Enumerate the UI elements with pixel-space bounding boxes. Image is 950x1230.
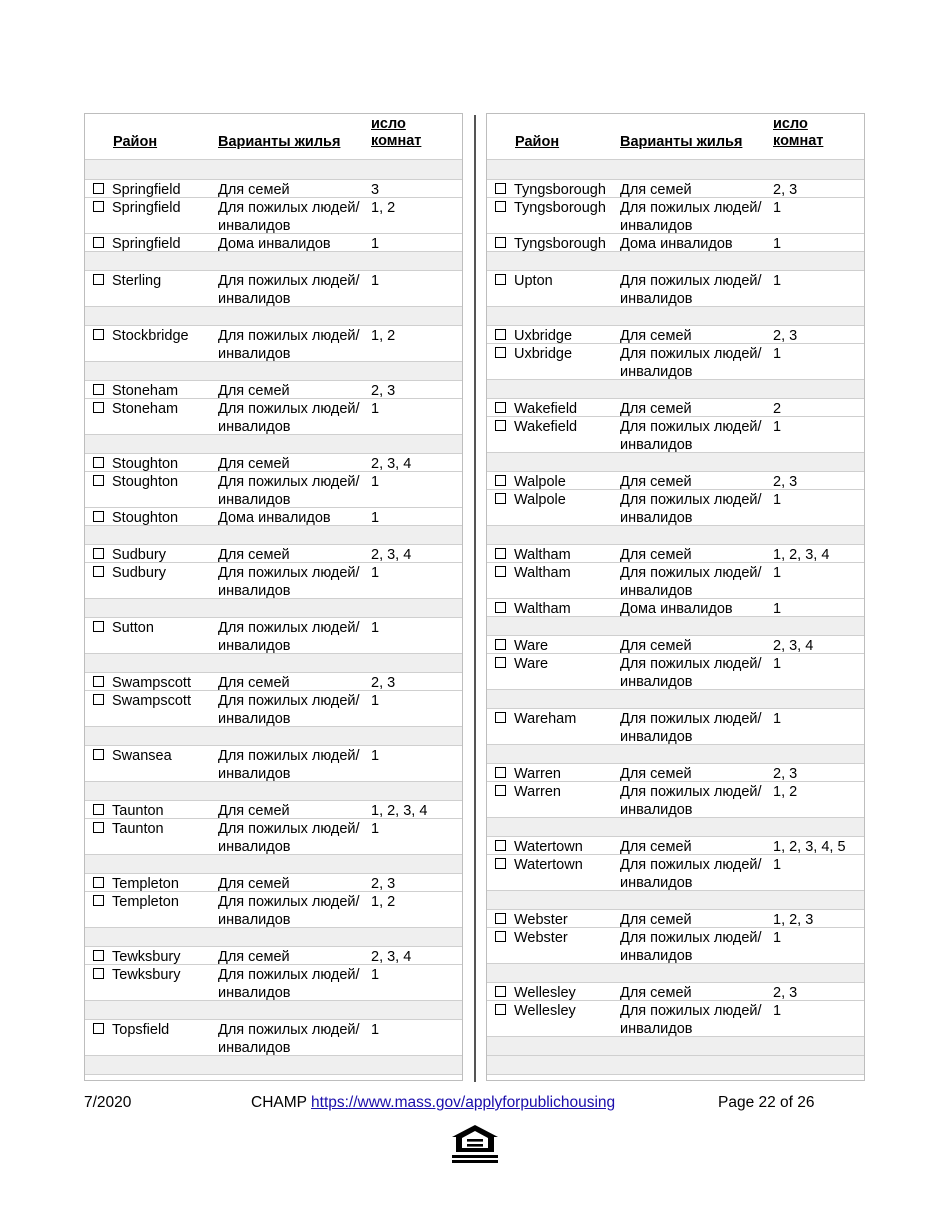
header-separator bbox=[85, 160, 462, 180]
table-row bbox=[487, 399, 864, 417]
checkbox-icon[interactable] bbox=[495, 785, 506, 796]
housing-type-cell: Для пожилых людей/инвалидов bbox=[218, 1022, 360, 1056]
table-body bbox=[487, 180, 864, 1075]
checkbox-icon[interactable] bbox=[93, 511, 104, 522]
table-row bbox=[85, 271, 462, 307]
checkbox-icon[interactable] bbox=[93, 895, 104, 906]
district-cell: Stoughton bbox=[112, 510, 179, 526]
rooms-cell: 1 bbox=[371, 1022, 380, 1038]
footer-page-number: Page 22 of 26 bbox=[718, 1094, 815, 1111]
housing-type-cell: Для семей bbox=[218, 876, 290, 892]
table-row bbox=[85, 691, 462, 727]
district-cell: Watertown bbox=[514, 839, 583, 855]
housing-type-cell: Для пожилых людей/инвалидов bbox=[620, 857, 762, 891]
group-separator bbox=[85, 855, 462, 874]
rooms-cell: 2, 3 bbox=[773, 474, 798, 490]
checkbox-icon[interactable] bbox=[93, 621, 104, 632]
housing-type-cell: Для пожилых людей/инвалидов bbox=[218, 894, 360, 928]
housing-type-cell: Для пожилых людей/инвалидов bbox=[218, 200, 360, 234]
district-cell: Swampscott bbox=[112, 675, 191, 691]
district-cell: Upton bbox=[514, 273, 553, 289]
group-separator bbox=[487, 818, 864, 837]
table-row bbox=[85, 801, 462, 819]
footer-link[interactable]: https://www.mass.gov/applyforpublichousing bbox=[311, 1094, 616, 1111]
district-cell: Waltham bbox=[514, 547, 571, 563]
group-separator bbox=[85, 782, 462, 801]
district-cell: Topsfield bbox=[112, 1022, 170, 1038]
district-cell: Warren bbox=[514, 784, 561, 800]
rooms-cell: 1, 2, 3 bbox=[773, 912, 814, 928]
housing-type-cell: Для пожилых людей/инвалидов bbox=[218, 328, 360, 362]
footer-center bbox=[251, 1094, 615, 1112]
table-row bbox=[85, 326, 462, 362]
checkbox-icon[interactable] bbox=[495, 602, 506, 613]
housing-type-cell: Дома инвалидов bbox=[620, 236, 733, 252]
table-row bbox=[487, 490, 864, 526]
group-separator bbox=[85, 599, 462, 618]
rooms-cell: 1 bbox=[773, 930, 782, 946]
rooms-cell: 1 bbox=[773, 200, 782, 216]
checkbox-icon[interactable] bbox=[93, 457, 104, 468]
district-cell: Stoughton bbox=[112, 456, 179, 472]
housing-type-cell: Для пожилых людей/инвалидов bbox=[620, 565, 762, 599]
checkbox-icon[interactable] bbox=[93, 548, 104, 559]
rooms-cell: 1 bbox=[371, 273, 380, 289]
checkbox-icon[interactable] bbox=[93, 804, 104, 815]
table-body bbox=[85, 180, 462, 1075]
table-row bbox=[85, 508, 462, 526]
rooms-cell: 1, 2 bbox=[371, 328, 396, 344]
housing-type-cell: Для пожилых людей/инвалидов bbox=[218, 273, 360, 307]
table-row bbox=[487, 234, 864, 252]
rooms-cell: 2, 3, 4 bbox=[371, 547, 412, 563]
rooms-cell: 1 bbox=[371, 693, 380, 709]
district-cell: Stoughton bbox=[112, 474, 179, 490]
housing-type-cell: Для семей bbox=[620, 638, 692, 654]
table-row bbox=[85, 618, 462, 654]
group-separator bbox=[487, 745, 864, 764]
checkbox-icon[interactable] bbox=[93, 968, 104, 979]
rooms-cell: 1, 2 bbox=[371, 894, 396, 910]
checkbox-icon[interactable] bbox=[495, 1004, 506, 1015]
checkbox-icon[interactable] bbox=[93, 694, 104, 705]
rooms-cell: 2, 3 bbox=[773, 985, 798, 1001]
group-separator bbox=[487, 526, 864, 545]
checkbox-icon[interactable] bbox=[495, 475, 506, 486]
group-separator bbox=[487, 453, 864, 472]
group-separator bbox=[487, 252, 864, 271]
checkbox-icon[interactable] bbox=[495, 913, 506, 924]
district-cell: Springfield bbox=[112, 236, 181, 252]
checkbox-icon[interactable] bbox=[495, 347, 506, 358]
checkbox-icon[interactable] bbox=[495, 274, 506, 285]
checkbox-icon[interactable] bbox=[495, 657, 506, 668]
checkbox-icon[interactable] bbox=[495, 548, 506, 559]
checkbox-icon[interactable] bbox=[495, 712, 506, 723]
rooms-cell: 1, 2 bbox=[773, 784, 798, 800]
rooms-cell: 2, 3, 4 bbox=[371, 949, 412, 965]
housing-type-cell: Для пожилых людей/инвалидов bbox=[620, 656, 762, 690]
district-cell: Walpole bbox=[514, 474, 566, 490]
housing-type-cell: Для семей bbox=[620, 328, 692, 344]
group-separator bbox=[85, 526, 462, 545]
table-row bbox=[487, 983, 864, 1001]
district-cell: Wareham bbox=[514, 711, 577, 727]
checkbox-icon[interactable] bbox=[495, 183, 506, 194]
table-row bbox=[85, 545, 462, 563]
district-cell: Tyngsborough bbox=[514, 200, 606, 216]
housing-type-cell: Для пожилых людей/инвалидов bbox=[620, 346, 762, 380]
housing-type-cell: Для пожилых людей/инвалидов bbox=[620, 419, 762, 453]
district-cell: Sutton bbox=[112, 620, 154, 636]
housing-type-cell: Для семей bbox=[620, 985, 692, 1001]
district-cell: Webster bbox=[514, 930, 568, 946]
header-housing-type: Варианты жилья bbox=[218, 134, 341, 150]
group-separator bbox=[487, 690, 864, 709]
table-row bbox=[85, 673, 462, 691]
housing-type-cell: Для пожилых людей/инвалидов bbox=[620, 784, 762, 818]
rooms-cell: 1 bbox=[371, 474, 380, 490]
footer-program: CHAMP bbox=[251, 1094, 307, 1111]
housing-type-cell: Для семей bbox=[218, 675, 290, 691]
checkbox-icon[interactable] bbox=[495, 986, 506, 997]
housing-type-cell: Для пожилых людей/инвалидов bbox=[620, 1003, 762, 1037]
district-cell: Tyngsborough bbox=[514, 182, 606, 198]
rooms-cell: 1 bbox=[773, 492, 782, 508]
district-cell: Uxbridge bbox=[514, 346, 573, 362]
rooms-cell: 3 bbox=[371, 182, 380, 198]
checkbox-icon[interactable] bbox=[495, 566, 506, 577]
table-row bbox=[487, 837, 864, 855]
district-cell: Webster bbox=[514, 912, 568, 928]
header-housing-type: Варианты жилья bbox=[620, 134, 743, 150]
checkbox-icon[interactable] bbox=[495, 420, 506, 431]
rooms-cell: 2 bbox=[773, 401, 782, 417]
district-cell: Uxbridge bbox=[514, 328, 573, 344]
district-cell: Tewksbury bbox=[112, 967, 181, 983]
table-row bbox=[85, 381, 462, 399]
table-row bbox=[85, 965, 462, 1001]
housing-type-cell: Для семей bbox=[620, 766, 692, 782]
rooms-cell: 1 bbox=[773, 273, 782, 289]
housing-type-cell: Для пожилых людей/инвалидов bbox=[218, 474, 360, 508]
table-row bbox=[85, 892, 462, 928]
checkbox-icon[interactable] bbox=[495, 858, 506, 869]
checkbox-icon[interactable] bbox=[495, 840, 506, 851]
table-row bbox=[85, 472, 462, 508]
header-rooms: исло комнат bbox=[773, 116, 824, 149]
rooms-cell: 1 bbox=[371, 967, 380, 983]
housing-type-cell: Для пожилых людей/инвалидов bbox=[218, 565, 360, 599]
district-cell: Sudbury bbox=[112, 547, 167, 563]
group-separator bbox=[487, 964, 864, 983]
district-cell: Wellesley bbox=[514, 985, 576, 1001]
rooms-cell: 1 bbox=[773, 711, 782, 727]
rooms-cell: 1, 2 bbox=[371, 200, 396, 216]
housing-type-cell: Для пожилых людей/инвалидов bbox=[218, 821, 360, 855]
rooms-cell: 1 bbox=[371, 236, 380, 252]
housing-type-cell: Для пожилых людей/инвалидов bbox=[620, 200, 762, 234]
rooms-cell: 1, 2, 3, 4, 5 bbox=[773, 839, 846, 855]
checkbox-icon[interactable] bbox=[93, 237, 104, 248]
rooms-cell: 1 bbox=[773, 656, 782, 672]
rooms-cell: 1 bbox=[371, 748, 380, 764]
housing-type-cell: Для семей bbox=[620, 912, 692, 928]
table-row bbox=[487, 545, 864, 563]
group-separator bbox=[487, 380, 864, 399]
table-row bbox=[487, 636, 864, 654]
rooms-cell: 2, 3, 4 bbox=[773, 638, 814, 654]
housing-type-cell: Для семей bbox=[620, 839, 692, 855]
housing-type-cell: Для пожилых людей/инвалидов bbox=[620, 930, 762, 964]
rooms-cell: 2, 3 bbox=[773, 328, 798, 344]
housing-type-cell: Для семей bbox=[620, 547, 692, 563]
checkbox-icon[interactable] bbox=[93, 402, 104, 413]
group-separator bbox=[85, 362, 462, 381]
district-cell: Waltham bbox=[514, 565, 571, 581]
housing-type-cell: Дома инвалидов bbox=[218, 236, 331, 252]
group-separator bbox=[487, 891, 864, 910]
table-row bbox=[487, 472, 864, 490]
group-separator bbox=[85, 1056, 462, 1075]
group-separator bbox=[85, 435, 462, 454]
table-row bbox=[487, 417, 864, 453]
table-row bbox=[85, 454, 462, 472]
rooms-cell: 2, 3, 4 bbox=[371, 456, 412, 472]
district-cell: Walpole bbox=[514, 492, 566, 508]
district-cell: Wakefield bbox=[514, 419, 578, 435]
district-cell: Swampscott bbox=[112, 693, 191, 709]
district-cell: Stoneham bbox=[112, 383, 179, 399]
housing-type-cell: Для пожилых людей/инвалидов bbox=[620, 273, 762, 307]
table-row bbox=[487, 764, 864, 782]
header-rooms: исло комнат bbox=[371, 116, 422, 149]
district-cell: Templeton bbox=[112, 876, 179, 892]
rooms-cell: 1 bbox=[773, 601, 782, 617]
table-row bbox=[85, 819, 462, 855]
housing-type-cell: Для семей bbox=[620, 474, 692, 490]
rooms-cell: 1 bbox=[773, 419, 782, 435]
table-row bbox=[85, 399, 462, 435]
table-row bbox=[487, 654, 864, 690]
table-row bbox=[85, 563, 462, 599]
checkbox-icon[interactable] bbox=[93, 384, 104, 395]
checkbox-icon[interactable] bbox=[93, 566, 104, 577]
table-row bbox=[85, 947, 462, 965]
housing-type-cell: Дома инвалидов bbox=[218, 510, 331, 526]
district-cell: Warren bbox=[514, 766, 561, 782]
table-row bbox=[487, 198, 864, 234]
district-cell: Sudbury bbox=[112, 565, 167, 581]
district-cell: Taunton bbox=[112, 821, 164, 837]
rooms-cell: 1 bbox=[773, 236, 782, 252]
table-row bbox=[487, 782, 864, 818]
checkbox-icon[interactable] bbox=[93, 877, 104, 888]
housing-type-cell: Для пожилых людей/инвалидов bbox=[218, 748, 360, 782]
group-separator bbox=[85, 1001, 462, 1020]
rooms-cell: 1 bbox=[773, 346, 782, 362]
checkbox-icon[interactable] bbox=[93, 1023, 104, 1034]
table-row bbox=[85, 874, 462, 892]
rooms-cell: 1 bbox=[371, 510, 380, 526]
table-row bbox=[85, 180, 462, 198]
table-row bbox=[487, 271, 864, 307]
rooms-cell: 2, 3 bbox=[371, 383, 396, 399]
district-cell: Sterling bbox=[112, 273, 162, 289]
checkbox-icon[interactable] bbox=[495, 767, 506, 778]
district-cell: Swansea bbox=[112, 748, 172, 764]
header-separator bbox=[487, 160, 864, 180]
housing-type-cell: Для семей bbox=[218, 383, 290, 399]
table-header bbox=[487, 114, 864, 160]
rooms-cell: 2, 3 bbox=[773, 766, 798, 782]
checkbox-icon[interactable] bbox=[93, 475, 104, 486]
district-cell: Springfield bbox=[112, 182, 181, 198]
column-divider bbox=[474, 115, 476, 1082]
checkbox-icon[interactable] bbox=[93, 201, 104, 212]
housing-type-cell: Для семей bbox=[218, 949, 290, 965]
district-cell: Springfield bbox=[112, 200, 181, 216]
rooms-cell: 2, 3 bbox=[371, 876, 396, 892]
district-cell: Ware bbox=[514, 638, 549, 654]
housing-type-cell: Для семей bbox=[620, 401, 692, 417]
group-separator bbox=[487, 1037, 864, 1056]
district-cell: Ware bbox=[514, 656, 549, 672]
checkbox-icon[interactable] bbox=[93, 950, 104, 961]
table-row bbox=[85, 234, 462, 252]
district-cell: Stockbridge bbox=[112, 328, 189, 344]
rooms-cell: 1 bbox=[371, 565, 380, 581]
checkbox-icon[interactable] bbox=[495, 402, 506, 413]
checkbox-icon[interactable] bbox=[495, 329, 506, 340]
district-cell: Watertown bbox=[514, 857, 583, 873]
table-row bbox=[487, 563, 864, 599]
district-cell: Tewksbury bbox=[112, 949, 181, 965]
housing-type-cell: Для семей bbox=[620, 182, 692, 198]
table-row bbox=[487, 344, 864, 380]
group-separator bbox=[85, 252, 462, 271]
equal-housing-logo-icon bbox=[449, 1124, 501, 1166]
rooms-cell: 1, 2, 3, 4 bbox=[773, 547, 830, 563]
district-cell: Wakefield bbox=[514, 401, 578, 417]
group-separator bbox=[487, 307, 864, 326]
table-row bbox=[487, 709, 864, 745]
rooms-cell: 1 bbox=[773, 1003, 782, 1019]
housing-type-cell: Для семей bbox=[218, 547, 290, 563]
table-row bbox=[487, 1001, 864, 1037]
housing-type-cell: Для пожилых людей/инвалидов bbox=[218, 693, 360, 727]
rooms-cell: 1 bbox=[773, 565, 782, 581]
table-row bbox=[487, 326, 864, 344]
group-separator bbox=[487, 1056, 864, 1075]
right-table bbox=[486, 113, 865, 1081]
checkbox-icon[interactable] bbox=[93, 329, 104, 340]
table-row bbox=[85, 198, 462, 234]
district-cell: Tyngsborough bbox=[514, 236, 606, 252]
checkbox-icon[interactable] bbox=[495, 237, 506, 248]
district-cell: Taunton bbox=[112, 803, 164, 819]
checkbox-icon[interactable] bbox=[93, 274, 104, 285]
district-cell: Wellesley bbox=[514, 1003, 576, 1019]
footer-date: 7/2020 bbox=[84, 1094, 132, 1111]
checkbox-icon[interactable] bbox=[93, 749, 104, 760]
housing-type-cell: Для пожилых людей/инвалидов bbox=[620, 492, 762, 526]
table-row bbox=[487, 928, 864, 964]
table-header bbox=[85, 114, 462, 160]
checkbox-icon[interactable] bbox=[495, 201, 506, 212]
table-row bbox=[487, 180, 864, 198]
checkbox-icon[interactable] bbox=[93, 822, 104, 833]
checkbox-icon[interactable] bbox=[495, 639, 506, 650]
rooms-cell: 1 bbox=[371, 401, 380, 417]
table-row bbox=[487, 910, 864, 928]
left-table bbox=[84, 113, 463, 1081]
rooms-cell: 1 bbox=[773, 857, 782, 873]
group-separator bbox=[85, 727, 462, 746]
housing-type-cell: Для семей bbox=[218, 456, 290, 472]
group-separator bbox=[487, 617, 864, 636]
housing-type-cell: Для пожилых людей/инвалидов bbox=[218, 967, 360, 1001]
checkbox-icon[interactable] bbox=[93, 676, 104, 687]
district-cell: Waltham bbox=[514, 601, 571, 617]
table-row bbox=[487, 599, 864, 617]
rooms-cell: 1, 2, 3, 4 bbox=[371, 803, 428, 819]
housing-type-cell: Для пожилых людей/инвалидов bbox=[218, 401, 360, 435]
table-row bbox=[487, 855, 864, 891]
housing-type-cell: Для семей bbox=[218, 803, 290, 819]
district-cell: Templeton bbox=[112, 894, 179, 910]
group-separator bbox=[85, 307, 462, 326]
table-row bbox=[85, 746, 462, 782]
group-separator bbox=[85, 928, 462, 947]
rooms-cell: 1 bbox=[371, 620, 380, 636]
housing-type-cell: Дома инвалидов bbox=[620, 601, 733, 617]
table-row bbox=[85, 1020, 462, 1056]
rooms-cell: 2, 3 bbox=[371, 675, 396, 691]
rooms-cell: 2, 3 bbox=[773, 182, 798, 198]
header-district: Район bbox=[113, 134, 158, 150]
housing-type-cell: Для пожилых людей/инвалидов bbox=[620, 711, 762, 745]
checkbox-icon[interactable] bbox=[495, 493, 506, 504]
rooms-cell: 1 bbox=[371, 821, 380, 837]
housing-type-cell: Для семей bbox=[218, 182, 290, 198]
header-district: Район bbox=[515, 134, 560, 150]
checkbox-icon[interactable] bbox=[495, 931, 506, 942]
district-cell: Stoneham bbox=[112, 401, 179, 417]
checkbox-icon[interactable] bbox=[93, 183, 104, 194]
housing-type-cell: Для пожилых людей/инвалидов bbox=[218, 620, 360, 654]
group-separator bbox=[85, 654, 462, 673]
